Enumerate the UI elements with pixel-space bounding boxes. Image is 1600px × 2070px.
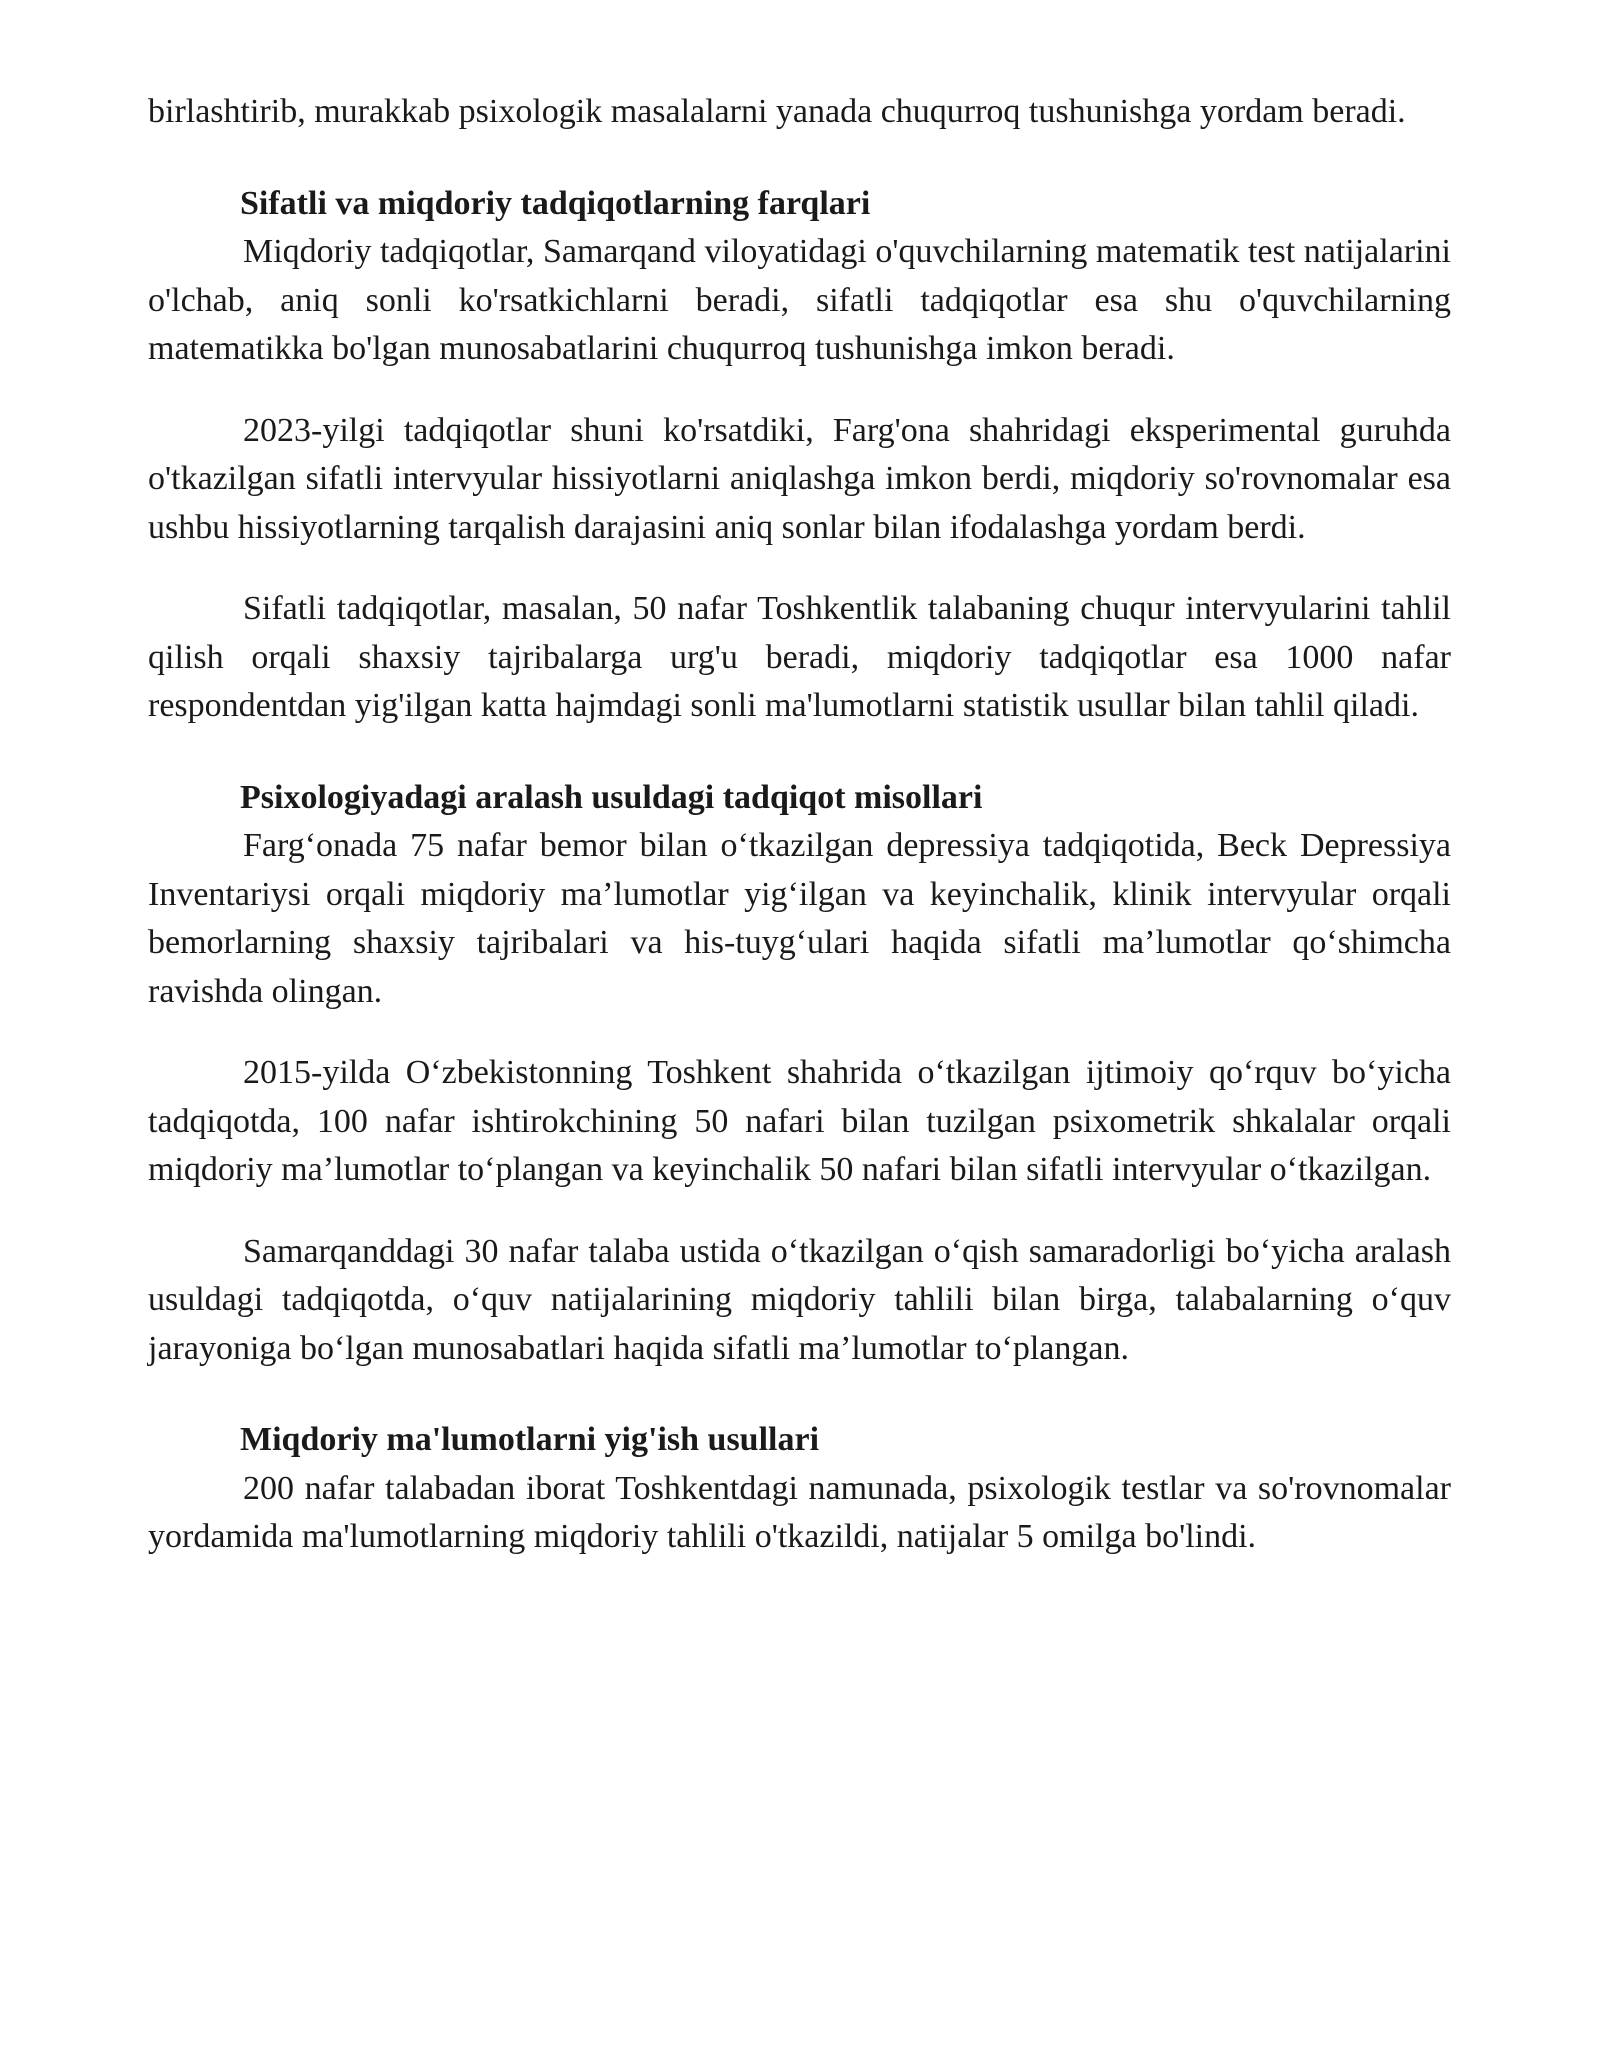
paragraph-beck-depression: Farg‘onada 75 nafar bemor bilan o‘tkazilgan depressiya tadqiqotida, Beck Depressiya Inventariysi orqali miqdoriy ma’lumotlar yig‘ilgan va keyinchalik, klinik intervyular orqali bemorlarning shaxsiy tajribalari va his-tuyg‘ulari haqida sifatli ma’lumotlar qo‘shimcha ravishda olingan. (148, 827, 1451, 1010)
paragraph-toshkent-students: Sifatli tadqiqotlar, masalan, 50 nafar Toshkentlik talabaning chuqur intervyularini tahlil qilish orqali shaxsiy tajribalarga urg'u beradi, miqdoriy tadqiqotlar esa 1000 nafar respondentdan yig'ilgan katta hajmdagi sonli ma'lumotlarni statistik usullar bilan tahlil qiladi. (148, 590, 1451, 724)
paragraph-reading-efficiency: Samarqanddagi 30 nafar talaba ustida o‘tkazilgan o‘qish samaradorligi bo‘yicha aralash usuldagi tadqiqotda, o‘quv natijalarining miqdoriy tahlili bilan birga, talabalarning o‘quv jarayoniga bo‘lgan munosabatlari haqida sifatli ma’lumotlar to‘plangan. (148, 1232, 1451, 1367)
paragraph-fargona-2023: 2023-yilgi tadqiqotlar shuni ko'rsatdiki, Farg'ona shahridagi eksperimental guruhda o'tkazilgan sifatli intervyular hissiyotlarni aniqlashga imkon berdi, miqdoriy so'rovnomalar esa ushbu hissiyotlarning tarqalish darajasini aniq sonlar bilan ifodalashga yordam berdi. (148, 411, 1451, 546)
paragraph-social-anxiety-2015: 2015-yilda O‘zbekistonning Toshkent shahrida o‘tkazilgan ijtimoiy qo‘rquv bo‘yicha tadqiqotda, 100 nafar ishtirokchining 50 nafari bilan tuzilgan psixometrik shkalalar orqali miqdoriy ma’lumotlar to‘plangan va keyinchalik 50 nafari bilan sifatli intervyular o‘tkazilgan. (148, 1054, 1451, 1188)
paragraph-samarqand-math: Miqdoriy tadqiqotlar, Samarqand viloyatidagi o'quvchilarning matematik test natijalarini o'lchab, aniq sonli ko'rsatkichlarni beradi, sifatli tadqiqotlar esa shu o'quvchilarning matematikka bo'lgan munosabatlarini chuqurroq tushunishga imkon beradi. (148, 233, 1451, 367)
section-heading-quantitative-data-collection: Miqdoriy ma'lumotlarni yig'ish usullari (240, 1421, 820, 1458)
document-page (148, 88, 1451, 1562)
section-heading-mixed-methods: Psixologiyadagi aralash usuldagi tadqiqot misollari (240, 778, 983, 816)
paragraph-intro-continuation: birlashtirib, murakkab psixologik masalalarni yanada chuqurroq tushunishga yordam beradi. (148, 93, 1406, 130)
paragraph-200-students: 200 nafar talabadan iborat Toshkentdagi namunada, psixologik testlar va so'rovnomalar yordamida ma'lumotlarning miqdoriy tahlili o'tkazildi, natijalar 5 omilga bo'lindi. (148, 1469, 1451, 1555)
section-heading-qualitative-vs-quantitative: Sifatli va miqdoriy tadqiqotlarning farqlari (240, 184, 871, 222)
